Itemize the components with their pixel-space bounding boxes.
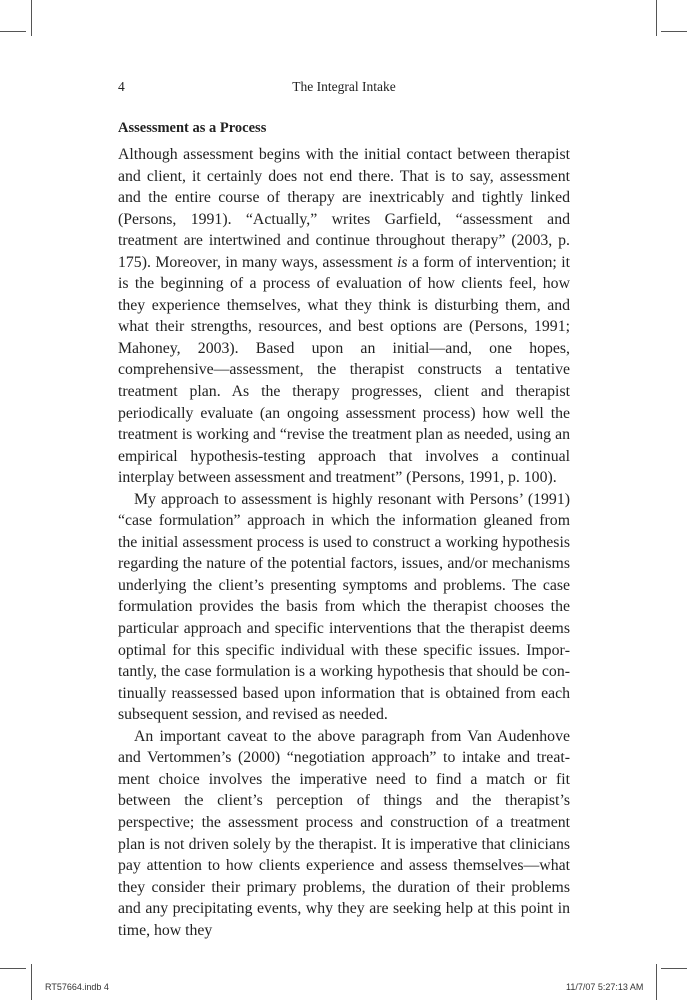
emphasis: is bbox=[397, 253, 408, 271]
crop-mark bbox=[656, 964, 657, 1000]
page-number: 4 bbox=[118, 79, 125, 94]
crop-mark bbox=[661, 31, 687, 32]
crop-mark bbox=[31, 0, 32, 36]
paragraph-1-part-2: a form of intervention; it is the beginning of a process of evaluation of how clients feel, how they experience themselves, what they think is disturbing them, and what their strengths, resources, and best options are (Persons, 1991; Mahoney, 2003). Based upon an initial—and, one hopes, comprehensive—assessment, the therapist constructs a tentative treatment plan. As the therapy progresses, client and therapist periodically evaluate (an ongoing assessment process) how well the treatment is working and “revise the treatment plan as needed, using an empirical hypothesis-testing approach that involves a continual interplay between assessment and treatment” (Persons, 1991, p. 100). bbox=[118, 253, 570, 487]
slug-file: RT57664.indb 4 bbox=[45, 982, 109, 992]
running-head bbox=[118, 79, 570, 99]
paragraph-2: My approach to assessment is highly resonant with Persons’ (1991) “case formulation” approach in which the information gleaned from the initial assessment process is used to construct a working hypothesis regarding the nature of the potential factors, issues, and/or mechanisms underlying the client’s presenting symptoms and problems. The case formulation provides the basis from which the therapist chooses the particular approach and specific interventions that the therapist deems optimal for this specific individual with these specific issues. Importantly, the case formulation is a working hypothesis that should be continually reassessed based upon information that is obtained from each subsequent session, and revised as needed. bbox=[118, 490, 570, 724]
crop-mark bbox=[0, 968, 26, 969]
crop-mark bbox=[656, 0, 657, 36]
slug-timestamp: 11/7/07 5:27:13 AM bbox=[566, 982, 644, 992]
crop-mark bbox=[661, 968, 687, 969]
paragraph-1 bbox=[118, 144, 570, 489]
crop-mark bbox=[0, 31, 26, 32]
body-text bbox=[118, 144, 570, 941]
paragraph-3: An important caveat to the above paragraph from Van Audenhove and Vertommen’s (2000) “negotiation approach” to intake and treatment choice involves the imperative need to find a match or fit between the client’s perception of things and the therapist’s perspective; the assessment process and construction of a treatment plan is not driven solely by the therapist. It is imperative that clinicians pay attention to how clients experience and assess themselves—what they consider their primary problems, the duration of their problems and any precipitating events, why they are seeking help at this point in time, how they bbox=[118, 727, 570, 939]
paragraph-1-part-1: Although assessment begins with the initial contact between therapist and client, it certainly does not end there. That is to say, assessment and the entire course of therapy are inextricably and tightly linked (Persons, 1991). “Actually,” writes Garfield, “assessment and treatment are intertwined and continue throughout therapy” (2003, p. 175). Moreover, in many ways, assessment bbox=[118, 146, 570, 271]
crop-mark bbox=[31, 964, 32, 1000]
running-head-title: The Integral Intake bbox=[292, 79, 396, 94]
section-heading: Assessment as a Process bbox=[118, 120, 267, 136]
